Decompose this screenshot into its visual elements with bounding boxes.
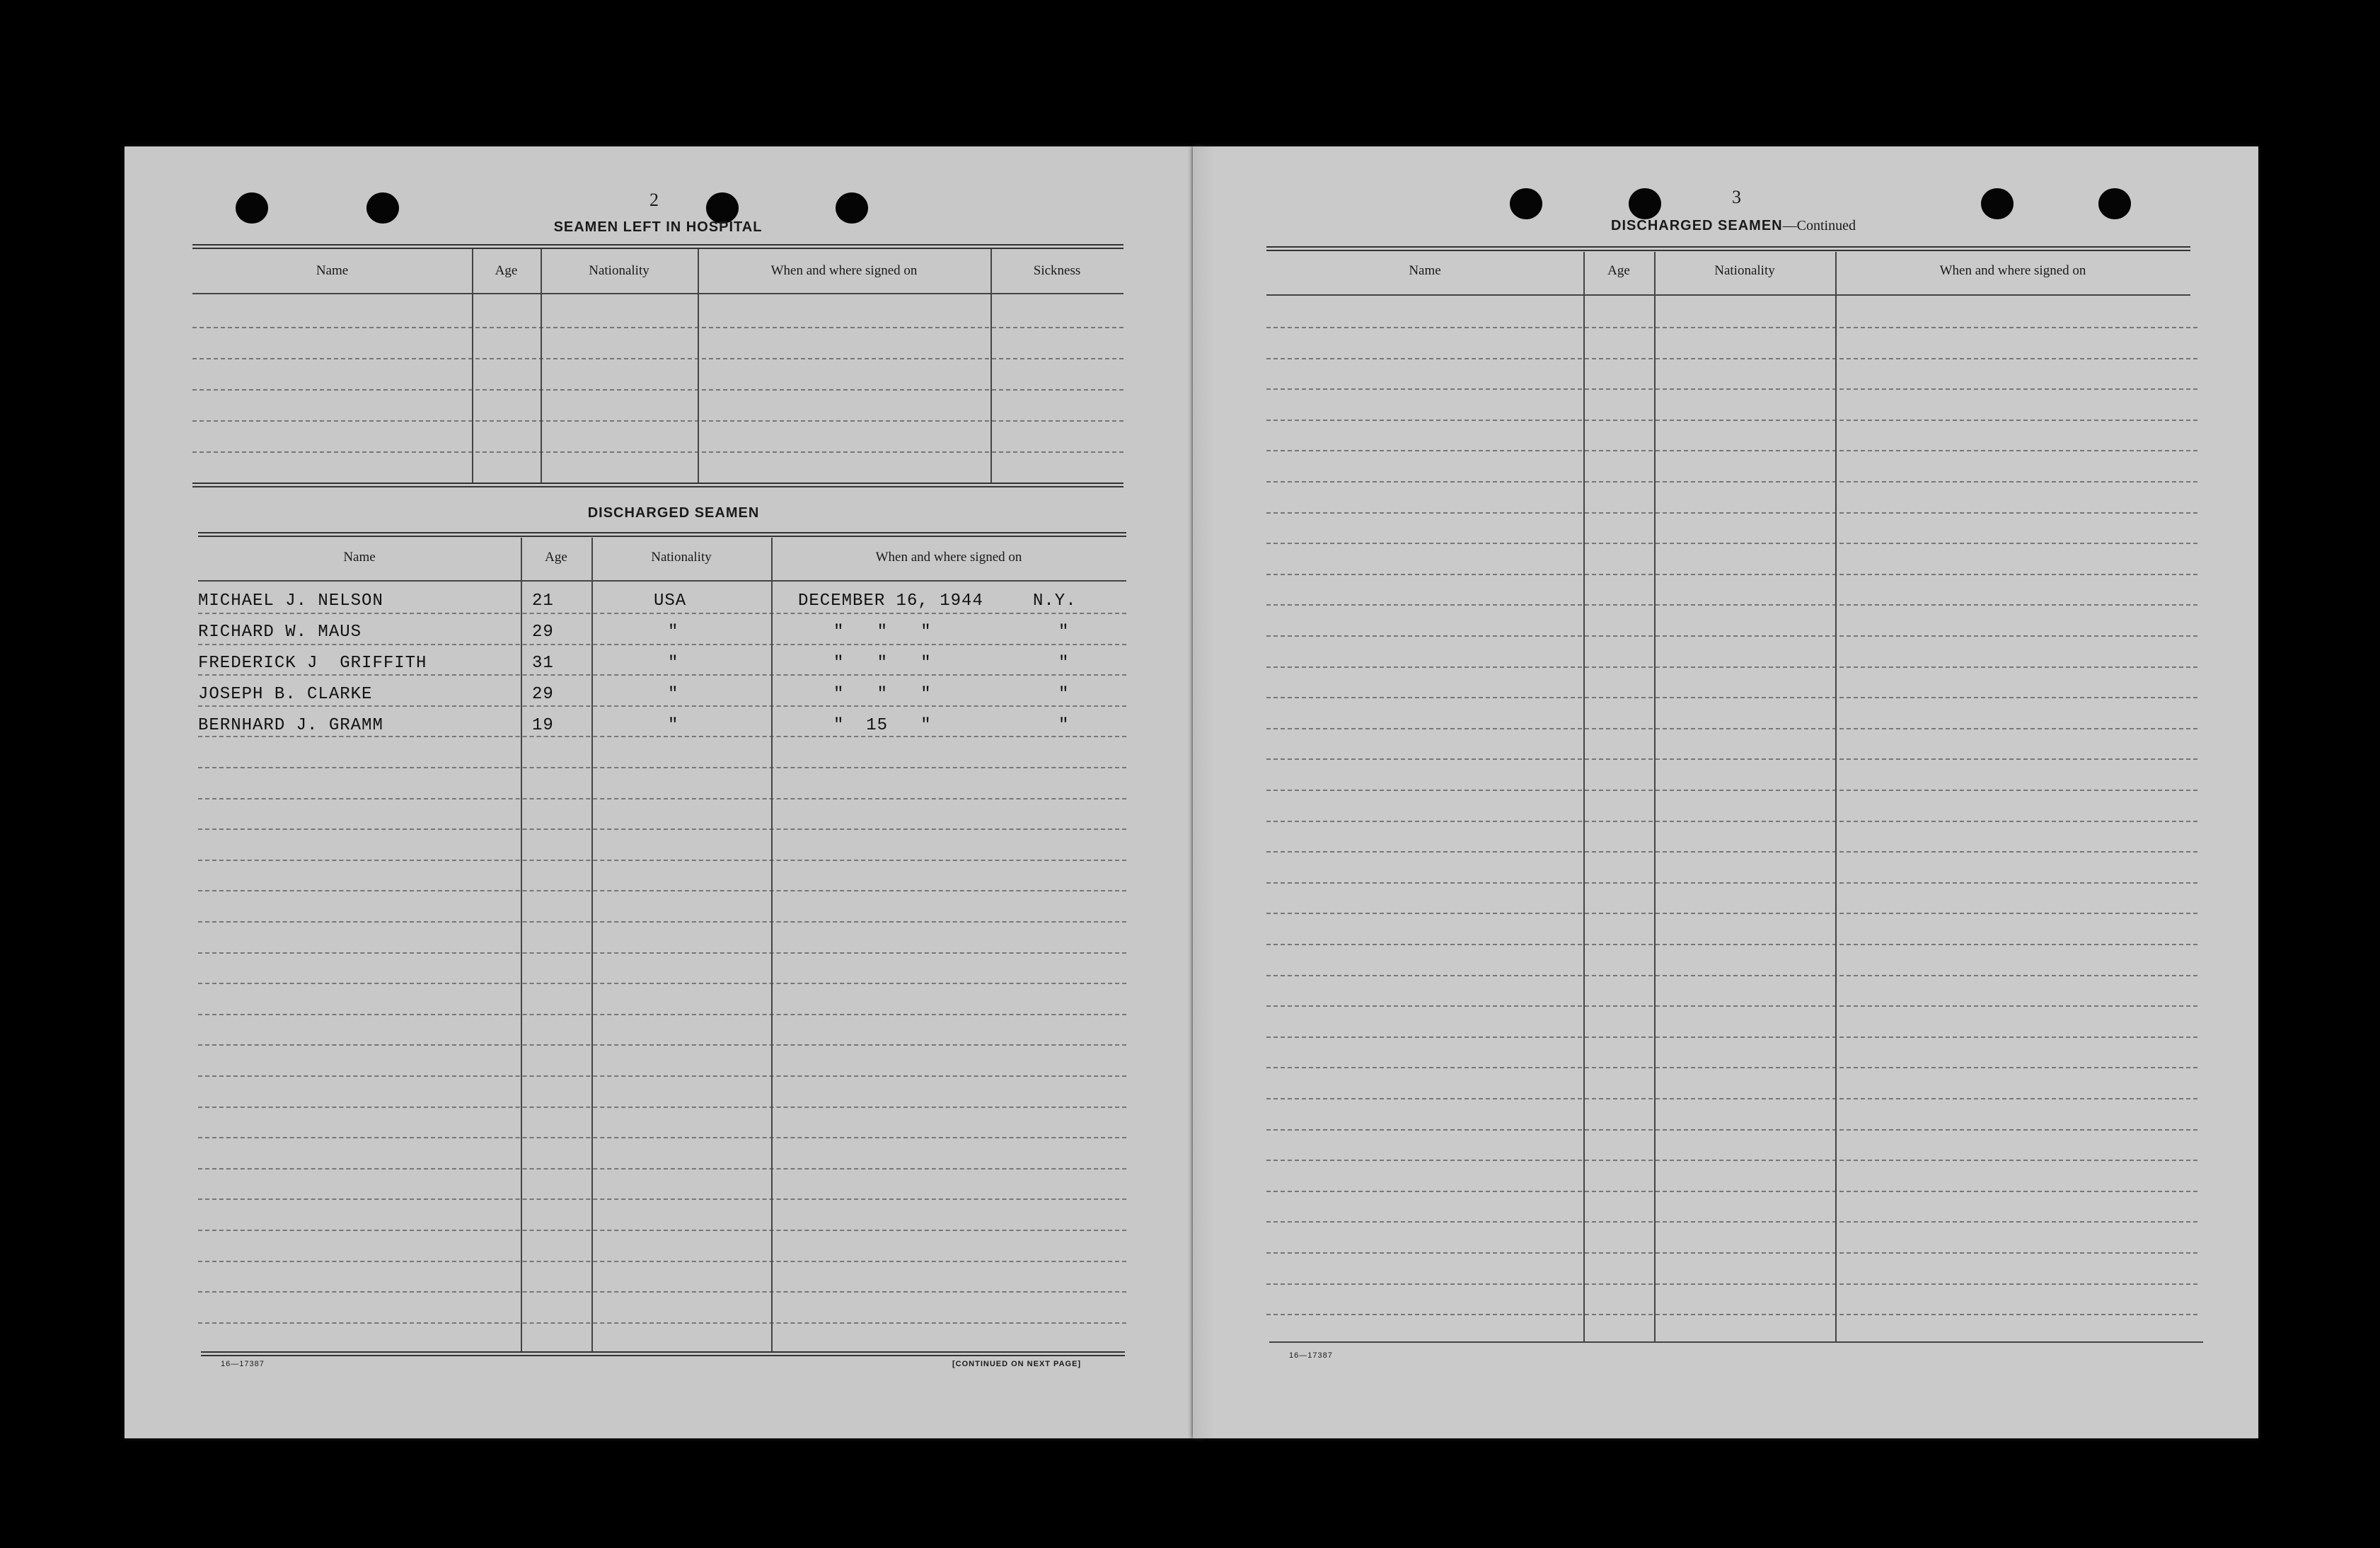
hospital-bottom-rule [192, 483, 1123, 487]
row-rule-line [1266, 604, 2197, 606]
punch-hole [366, 192, 399, 224]
signed-on-date: " 15 " [833, 716, 932, 735]
row-rule-line [198, 1014, 1126, 1015]
seaman-name: FREDERICK J GRIFFITH [198, 654, 427, 673]
discharged-top-rule [198, 532, 1126, 537]
hospital-row-line [192, 358, 1123, 359]
hospital-col-name: Name [316, 263, 349, 278]
row-rule-line [1266, 1036, 2197, 1038]
row-rule-line [1266, 388, 2197, 390]
row-rule-line [198, 1198, 1126, 1200]
signed-on-place: " [1058, 716, 1070, 735]
row-rule-line [198, 952, 1126, 954]
row-rule-line [198, 1261, 1126, 1262]
right-col-nationality: Nationality [1714, 263, 1775, 278]
row-rule-line [1266, 697, 2197, 698]
seaman-age: 29 [532, 623, 554, 642]
row-rule-line [1266, 420, 2197, 421]
row-rule-line [198, 1107, 1126, 1108]
signed-on-place: " [1058, 685, 1070, 704]
row-rule-line [1266, 1067, 2197, 1068]
hospital-row-line [192, 389, 1123, 391]
row-rule-line [1266, 1191, 2197, 1192]
row-rule-line [198, 1322, 1126, 1324]
discharged-header-line [198, 580, 1126, 582]
row-rule-line [1266, 1005, 2197, 1007]
left-page [125, 146, 1203, 1438]
row-rule-line [1266, 450, 2197, 451]
discharged-col-name: Name [343, 550, 376, 565]
row-rule-line [198, 1044, 1126, 1046]
punch-hole [836, 192, 868, 224]
signed-on-date: " " " [833, 623, 932, 642]
punch-hole [1629, 188, 1661, 219]
row-rule-line [1266, 574, 2197, 575]
row-rule-line [198, 1230, 1126, 1231]
row-rule-line [198, 828, 1126, 830]
signed-on-date: " " " [833, 685, 932, 704]
row-rule-line [1266, 1314, 2197, 1315]
row-rule-line [198, 674, 1126, 676]
form-number: 16—17387 [1289, 1351, 1333, 1360]
row-rule-line [198, 644, 1126, 645]
row-rule-line [198, 705, 1126, 707]
discharged-col-nationality: Nationality [651, 550, 712, 565]
continued-note: [CONTINUED ON NEXT PAGE] [952, 1360, 1082, 1368]
discharged-bottom-rule [201, 1351, 1125, 1356]
row-rule-line [1266, 758, 2197, 760]
row-rule-line [198, 1291, 1126, 1293]
row-rule-line [198, 890, 1126, 891]
discharged-col-age: Age [545, 550, 567, 565]
signed-on-place: " [1058, 654, 1070, 673]
right-header-line [1266, 294, 2190, 296]
right-top-rule [1266, 246, 2190, 251]
hospital-top-rule [192, 244, 1123, 249]
page-number: 3 [1732, 187, 1741, 207]
seaman-name: JOSEPH B. CLARKE [198, 685, 373, 704]
seaman-age: 19 [532, 716, 554, 735]
punch-hole [236, 192, 268, 224]
right-col-name: Name [1409, 263, 1441, 278]
row-rule-line [1266, 851, 2197, 853]
seaman-name: RICHARD W. MAUS [198, 623, 362, 642]
right-col-divider [1835, 252, 1837, 1341]
discharged-col-signed-on: When and where signed on [875, 550, 1022, 565]
seaman-nationality: " [668, 623, 679, 642]
punch-hole [1981, 188, 2014, 219]
row-rule-line [1266, 512, 2197, 514]
row-rule-line [198, 798, 1126, 799]
seaman-nationality: " [668, 716, 679, 735]
row-rule-line [198, 767, 1126, 768]
page-gutter [1193, 146, 1214, 1438]
hospital-col-divider [472, 249, 473, 483]
signed-on-date: " " " [833, 654, 932, 673]
discharged-col-divider [771, 538, 773, 1353]
row-rule-line [1266, 913, 2197, 914]
row-rule-line [1266, 635, 2197, 637]
hospital-col-sickness: Sickness [1033, 263, 1081, 278]
row-rule-line [1266, 1283, 2197, 1285]
row-rule-line [198, 983, 1126, 984]
signed-on-place: N.Y. [1033, 591, 1077, 611]
hospital-header-line [192, 293, 1123, 294]
row-rule-line [198, 860, 1126, 861]
hospital-col-divider [698, 249, 699, 483]
signed-on-place: " [1058, 623, 1070, 642]
row-rule-line [1266, 327, 2197, 328]
hospital-row-line [192, 327, 1123, 328]
seaman-name: BERNHARD J. GRAMM [198, 716, 383, 735]
hospital-row-line [192, 420, 1123, 422]
hospital-row-line [192, 451, 1123, 453]
right-col-signed-on: When and where signed on [1939, 263, 2086, 278]
row-rule-line [1266, 975, 2197, 976]
row-rule-line [1266, 1221, 2197, 1223]
row-rule-line [1266, 1252, 2197, 1254]
right-col-age: Age [1607, 263, 1630, 278]
row-rule-line [198, 1168, 1126, 1169]
row-rule-line [1266, 1098, 2197, 1099]
hospital-col-nationality: Nationality [589, 263, 649, 278]
row-rule-line [1266, 1129, 2197, 1131]
hospital-col-divider [990, 249, 992, 483]
seaman-nationality: USA [654, 591, 687, 611]
seaman-age: 31 [532, 654, 554, 673]
discharged-continued-title [1528, 218, 1939, 234]
signed-on-date: DECEMBER 16, 1944 [798, 591, 983, 611]
seaman-age: 29 [532, 685, 554, 704]
discharged-col-divider [591, 538, 593, 1353]
seaman-age: 21 [532, 591, 554, 611]
discharged-section-title: DISCHARGED SEAMEN [587, 505, 760, 521]
form-number: 16—17387 [221, 1360, 265, 1368]
row-rule-line [198, 613, 1126, 614]
seaman-name: MICHAEL J. NELSON [198, 591, 383, 611]
row-rule-line [198, 1075, 1126, 1077]
row-rule-line [1266, 882, 2197, 884]
title-text: DISCHARGED SEAMEN [1611, 218, 1783, 233]
row-rule-line [1266, 944, 2197, 945]
row-rule-line [198, 1137, 1126, 1138]
row-rule-line [1266, 481, 2197, 483]
row-rule-line [1266, 790, 2197, 791]
row-rule-line [1266, 1160, 2197, 1161]
seaman-nationality: " [668, 654, 679, 673]
punch-hole [1510, 188, 1542, 219]
hospital-col-divider [541, 249, 542, 483]
hospital-section-title: SEAMEN LEFT IN HOSPITAL [553, 219, 763, 235]
row-rule-line [1266, 821, 2197, 822]
right-col-divider [1583, 252, 1585, 1341]
row-rule-line [1266, 543, 2197, 544]
page-number: 2 [649, 190, 659, 210]
row-rule-line [1266, 358, 2197, 359]
hospital-col-signed-on: When and where signed on [770, 263, 918, 278]
row-rule-line [1266, 666, 2197, 668]
right-col-divider [1654, 252, 1656, 1341]
right-page [1193, 146, 2258, 1438]
row-rule-line [1266, 728, 2197, 729]
row-rule-line [198, 736, 1126, 737]
punch-hole [2098, 188, 2131, 219]
title-suffix: —Continued [1782, 218, 1856, 233]
row-rule-line [198, 921, 1126, 923]
seaman-nationality: " [668, 685, 679, 704]
discharged-col-divider [521, 538, 522, 1353]
right-bottom-rule [1269, 1341, 2203, 1343]
hospital-col-age: Age [495, 263, 518, 278]
